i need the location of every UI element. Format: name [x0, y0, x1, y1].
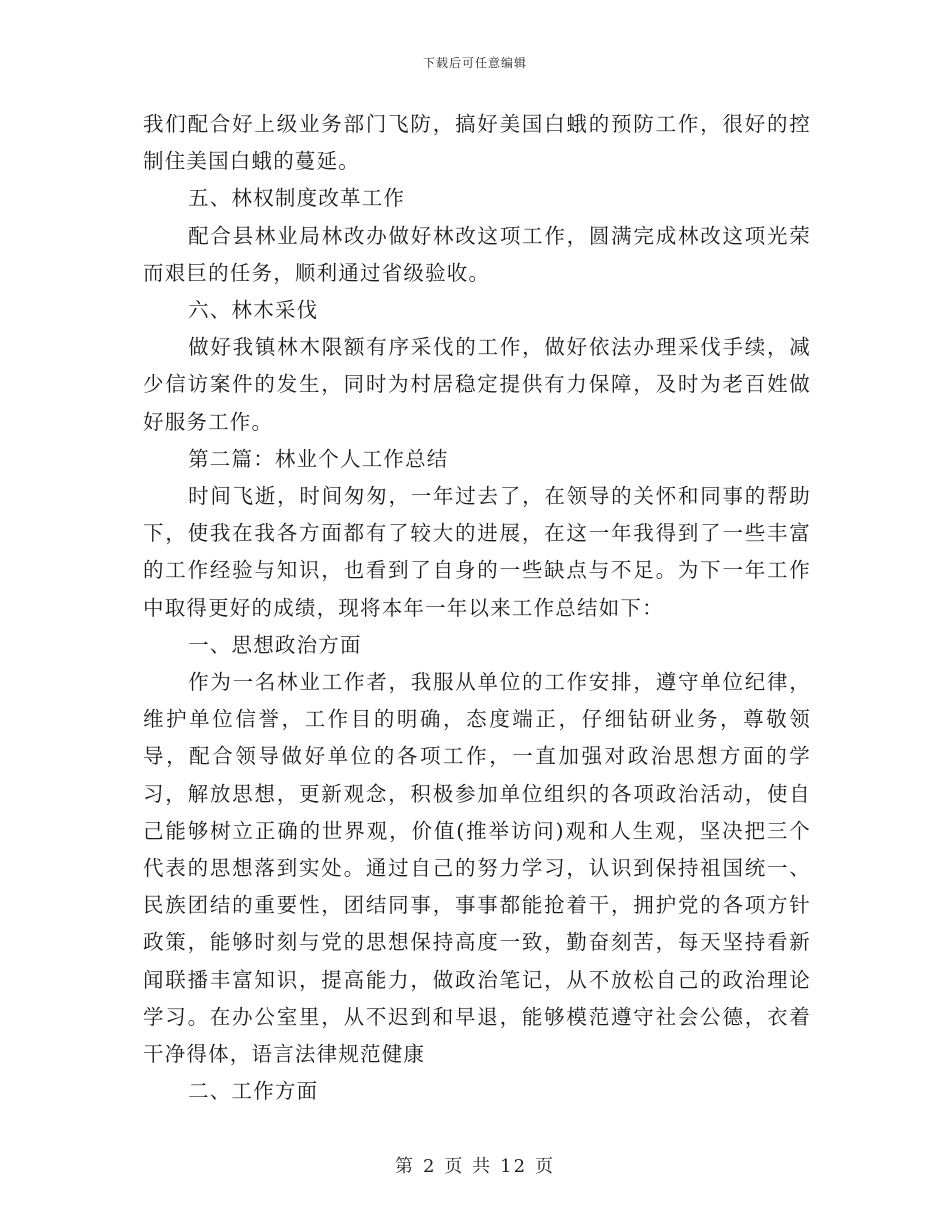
section-heading-logging: 六、林木采伐 — [188, 298, 319, 323]
article-title: 第二篇：林业个人工作总结 — [188, 446, 449, 471]
section-heading-work: 二、工作方面 — [188, 1079, 319, 1104]
section-heading-political-thought: 一、思想政治方面 — [188, 632, 362, 657]
document-body — [143, 106, 811, 1110]
paragraph: 做好我镇林木限额有序采伐的工作，做好依法办理采伐手续，减少信访案件的发生，同时为村居稳定提供有力保障，及时为老百姓做好服务工作。 — [143, 335, 811, 434]
section-heading-forest-rights-reform: 五、林权制度改革工作 — [188, 186, 406, 211]
paragraph: 作为一名林业工作者，我服从单位的工作安排，遵守单位纪律，维护单位信誉，工作目的明确，态度端正，仔细钻研业务，尊敬领导，配合领导做好单位的各项工作，一直加强对政治思想方面的学习，解放思想，更新观念，积极参加单位组织的各项政治活动，使自己能够树立正确的世界观，价值(推举访问)观和人生观，坚决把三个代表的思想落到实处。通过自己的努力学习，认识到保持祖国统一、民族团结的重要性，团结同事，事事都能抢着干，拥护党的各项方针政策，能够时刻与党的思想保持高度一致，勤奋刻苦，每天坚持看新闻联播丰富知识，提高能力，做政治笔记，从不放松自己的政治理论学习。在办公室里，从不迟到和早退，能够模范遵守社会公德，衣着干净得体，语言法律规范健康 — [143, 670, 811, 1067]
footer-middle: 页 共 — [444, 1156, 493, 1177]
footer-page-number: 2 — [422, 1156, 437, 1177]
page-header: 下载后可任意编辑 — [422, 56, 527, 70]
footer-suffix: 页 — [535, 1156, 556, 1177]
paragraph: 时间飞逝，时间匆匆，一年过去了，在领导的关怀和同事的帮助下，使我在我各方面都有了较大的进展，在这一年我得到了一些丰富的工作经验与知识，也看到了自身的一些缺点与不足。为下一年工作中取得更好的成绩，现将本年一年以来工作总结如下： — [143, 484, 811, 620]
footer-prefix: 第 — [394, 1156, 415, 1177]
page-footer — [0, 1152, 950, 1178]
paragraph: 配合县林业局林改办做好林改这项工作，圆满完成林改这项光荣而艰巨的任务，顺利通过省级验收。 — [143, 223, 811, 285]
paragraph-continued: 我们配合好上级业务部门飞防，搞好美国白蛾的预防工作，很好的控制住美国白蛾的蔓延。 — [143, 112, 811, 174]
footer-total-pages: 12 — [500, 1156, 528, 1177]
